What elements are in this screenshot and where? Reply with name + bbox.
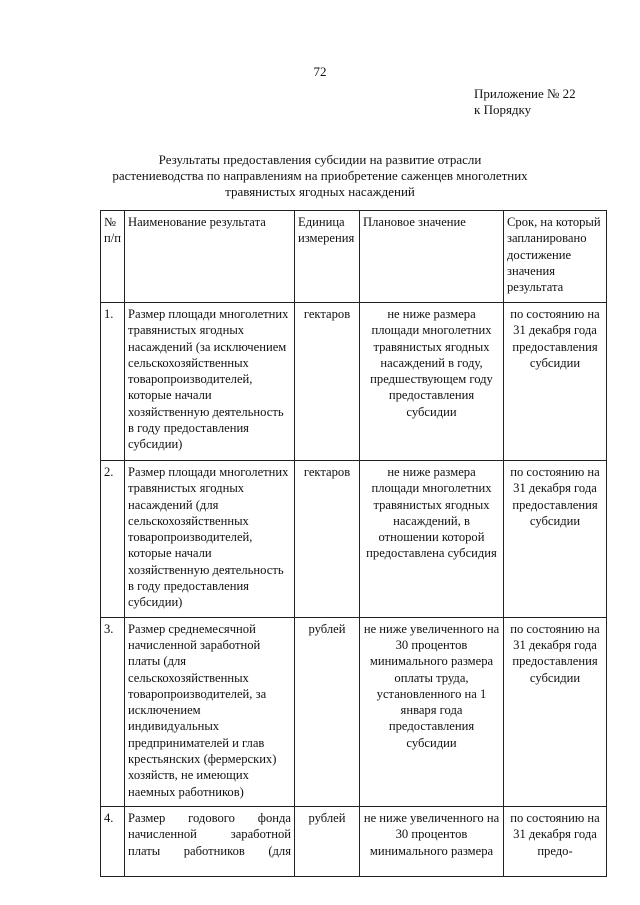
cell-name: Размер годового фонда начисленной заработной платы работников (для xyxy=(125,806,295,876)
cell-unit: рублей xyxy=(295,806,360,876)
cell-plan: не ниже увеличенного на 30 процентов минимального размера оплаты труда, установленного на 1 января года предоставления субсидии xyxy=(360,617,504,806)
cell-plan: не ниже размера площади многолетних травянистых ягодных насаждений в году, предшествующем году предоставления субсидии xyxy=(360,303,504,461)
table-header-row xyxy=(101,211,607,303)
header-num: № п/п xyxy=(101,211,125,303)
page-number: 72 xyxy=(313,64,327,79)
title-line: растениеводства по направлениям на приобретение саженцев многолетних xyxy=(112,168,528,183)
appendix-line: к Порядку xyxy=(474,102,532,117)
document-title xyxy=(100,152,540,200)
header-name: Наименование результата xyxy=(125,211,295,303)
cell-unit: рублей xyxy=(295,617,360,806)
table-row xyxy=(101,303,607,461)
header-term: Срок, на который запланировано достижение значения результата xyxy=(504,211,607,303)
cell-plan: не ниже размера площади многолетних травянистых ягодных насаждений, в отношении которой предоставлена субсидия xyxy=(360,461,504,618)
table-row xyxy=(101,617,607,806)
cell-name: Размер среднемесячной начисленной заработной платы (для сельскохозяйственных товаропроизводителей, за исключением индивидуальных предпринимателей и глав крестьянских (фермерских) хозяйств, не имеющих наемных работников) xyxy=(125,617,295,806)
cell-term: по состоянию на 31 декабря года предоставления субсидии xyxy=(504,461,607,618)
cell-term: по состоянию на 31 декабря года предо- xyxy=(504,806,607,876)
cell-unit: гектаров xyxy=(295,303,360,461)
title-line: травянистых ягодных насаждений xyxy=(225,184,415,199)
cell-num: 4. xyxy=(101,806,125,876)
cell-plan: не ниже увеличенного на 30 процентов минимального размера xyxy=(360,806,504,876)
cell-num: 1. xyxy=(101,303,125,461)
cell-num: 2. xyxy=(101,461,125,618)
title-line: Результаты предоставления субсидии на развитие отрасли xyxy=(158,152,482,167)
cell-unit: гектаров xyxy=(295,461,360,618)
table-row xyxy=(101,806,607,876)
results-table xyxy=(100,210,607,877)
cell-term: по состоянию на 31 декабря года предоставления субсидии xyxy=(504,617,607,806)
cell-term: по состоянию на 31 декабря года предоставления субсидии xyxy=(504,303,607,461)
appendix-line: Приложение № 22 xyxy=(474,86,576,101)
cell-name: Размер площади многолетних травянистых ягодных насаждений (за исключением сельскохозяйственных товаропроизводителей, которые начали хозяйственную деятельность в году предоставления субсидии) xyxy=(125,303,295,461)
cell-name: Размер площади многолетних травянистых ягодных насаждений (для сельскохозяйственных товаропроизводителей, которые начали хозяйственную деятельность в году предоставления субсидии) xyxy=(125,461,295,618)
cell-num: 3. xyxy=(101,617,125,806)
table-row xyxy=(101,461,607,618)
appendix-reference xyxy=(474,86,576,118)
header-plan: Плановое значение xyxy=(360,211,504,303)
header-unit: Единица измерения xyxy=(295,211,360,303)
